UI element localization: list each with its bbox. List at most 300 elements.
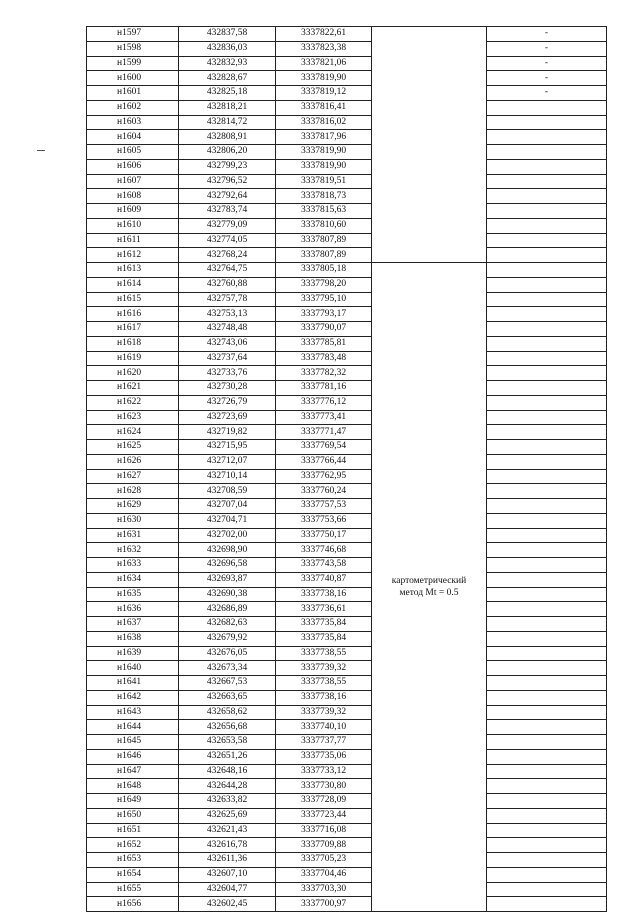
coordinate-x: 432783,74: [179, 204, 276, 219]
table-row: [87, 263, 607, 278]
coordinate-y: 3337740,87: [276, 572, 372, 587]
table-row: [87, 838, 607, 853]
point-number: н1628: [87, 484, 179, 499]
method-label-line2: метод Mt = 0.5: [399, 588, 459, 598]
coordinate-y: 3337819,90: [276, 159, 372, 174]
table-row: [87, 27, 607, 42]
note-cell: [487, 499, 607, 514]
coordinate-x: 432607,10: [179, 867, 276, 882]
coordinate-x: 432686,89: [179, 602, 276, 617]
table-row: [87, 631, 607, 646]
table-row: [87, 440, 607, 455]
coordinate-y: 3337790,07: [276, 322, 372, 337]
coordinate-y: 3337746,68: [276, 543, 372, 558]
coordinate-x: 432779,09: [179, 218, 276, 233]
coordinate-y: 3337735,06: [276, 749, 372, 764]
table-row: [87, 676, 607, 691]
note-cell: [487, 263, 607, 278]
coordinates-table-body: [87, 27, 607, 912]
table-row: [87, 897, 607, 912]
table-row: [87, 56, 607, 71]
coordinate-y: 3337739,32: [276, 705, 372, 720]
coordinate-y: 3337795,10: [276, 292, 372, 307]
table-row: [87, 410, 607, 425]
point-number: н1648: [87, 779, 179, 794]
note-cell: [487, 336, 607, 351]
point-number: н1632: [87, 543, 179, 558]
coordinate-x: 432743,06: [179, 336, 276, 351]
point-number: н1643: [87, 705, 179, 720]
table-row: [87, 189, 607, 204]
coordinate-y: 3337738,16: [276, 690, 372, 705]
coordinate-y: 3337762,95: [276, 469, 372, 484]
coordinate-x: 432825,18: [179, 86, 276, 101]
note-cell: [487, 159, 607, 174]
coordinate-y: 3337822,61: [276, 27, 372, 42]
point-number: н1598: [87, 41, 179, 56]
note-cell: [487, 617, 607, 632]
coordinate-x: 432604,77: [179, 882, 276, 897]
coordinate-x: 432715,95: [179, 440, 276, 455]
method-cell-empty: [372, 27, 487, 263]
point-number: н1615: [87, 292, 179, 307]
coordinate-y: 3337816,02: [276, 115, 372, 130]
coordinate-y: 3337821,06: [276, 56, 372, 71]
point-number: н1609: [87, 204, 179, 219]
coordinate-x: 432837,58: [179, 27, 276, 42]
coordinate-x: 432828,67: [179, 71, 276, 86]
coordinate-y: 3337783,48: [276, 351, 372, 366]
table-row: [87, 71, 607, 86]
method-cell: [372, 263, 487, 912]
point-number: н1619: [87, 351, 179, 366]
method-label-line1: картометрический: [391, 576, 467, 586]
table-row: [87, 499, 607, 514]
coordinate-x: 432814,72: [179, 115, 276, 130]
point-number: н1600: [87, 71, 179, 86]
point-number: н1631: [87, 528, 179, 543]
note-cell: [487, 277, 607, 292]
point-number: н1622: [87, 395, 179, 410]
coordinate-y: 3337776,12: [276, 395, 372, 410]
note-cell: [487, 351, 607, 366]
coordinate-x: 432651,26: [179, 749, 276, 764]
coordinate-y: 3337819,51: [276, 174, 372, 189]
note-cell: [487, 853, 607, 868]
coordinate-y: 3337737,77: [276, 735, 372, 750]
note-cell: [487, 469, 607, 484]
table-row: [87, 661, 607, 676]
table-row: [87, 307, 607, 322]
note-cell: -: [487, 56, 607, 71]
table-row: [87, 322, 607, 337]
coordinate-x: 432616,78: [179, 838, 276, 853]
table-row: [87, 853, 607, 868]
point-number: н1638: [87, 631, 179, 646]
table-row: [87, 233, 607, 248]
note-cell: [487, 794, 607, 809]
note-cell: [487, 631, 607, 646]
coordinate-y: 3337704,46: [276, 867, 372, 882]
point-number: н1655: [87, 882, 179, 897]
coordinate-y: 3337815,63: [276, 204, 372, 219]
point-number: н1647: [87, 764, 179, 779]
coordinate-y: 3337743,58: [276, 558, 372, 573]
coordinate-y: 3337728,09: [276, 794, 372, 809]
note-cell: [487, 218, 607, 233]
table-row: [87, 100, 607, 115]
point-number: н1616: [87, 307, 179, 322]
coordinate-x: 432611,36: [179, 853, 276, 868]
table-row: [87, 543, 607, 558]
table-row: [87, 705, 607, 720]
point-number: н1629: [87, 499, 179, 514]
note-cell: [487, 454, 607, 469]
coordinate-y: 3337723,44: [276, 808, 372, 823]
coordinate-y: 3337740,10: [276, 720, 372, 735]
table-row: [87, 720, 607, 735]
table-row: [87, 469, 607, 484]
note-cell: [487, 558, 607, 573]
table-row: [87, 277, 607, 292]
coordinate-y: 3337819,90: [276, 71, 372, 86]
table-row: [87, 794, 607, 809]
coordinate-y: 3337736,61: [276, 602, 372, 617]
table-row: [87, 115, 607, 130]
coordinate-x: 432676,05: [179, 646, 276, 661]
point-number: н1603: [87, 115, 179, 130]
point-number: н1634: [87, 572, 179, 587]
point-number: н1651: [87, 823, 179, 838]
coordinate-x: 432712,07: [179, 454, 276, 469]
coordinate-x: 432808,91: [179, 130, 276, 145]
note-cell: [487, 366, 607, 381]
coordinate-x: 432621,43: [179, 823, 276, 838]
point-number: н1604: [87, 130, 179, 145]
coordinate-x: 432644,28: [179, 779, 276, 794]
coordinate-x: 432799,23: [179, 159, 276, 174]
coordinate-y: 3337738,16: [276, 587, 372, 602]
table-row: [87, 602, 607, 617]
point-number: н1614: [87, 277, 179, 292]
coordinate-y: 3337793,17: [276, 307, 372, 322]
coordinate-x: 432733,76: [179, 366, 276, 381]
point-number: н1639: [87, 646, 179, 661]
coordinate-x: 432663,65: [179, 690, 276, 705]
table-row: [87, 351, 607, 366]
coordinate-x: 432818,21: [179, 100, 276, 115]
note-cell: [487, 720, 607, 735]
note-cell: [487, 764, 607, 779]
note-cell: [487, 897, 607, 912]
note-cell: [487, 735, 607, 750]
note-cell: [487, 602, 607, 617]
point-number: н1652: [87, 838, 179, 853]
table-row: [87, 454, 607, 469]
note-cell: [487, 233, 607, 248]
point-number: н1599: [87, 56, 179, 71]
coordinate-y: 3337798,20: [276, 277, 372, 292]
table-row: [87, 764, 607, 779]
note-cell: [487, 100, 607, 115]
table-row: [87, 587, 607, 602]
point-number: н1630: [87, 513, 179, 528]
note-cell: [487, 823, 607, 838]
table-row: [87, 779, 607, 794]
coordinate-y: 3337739,32: [276, 661, 372, 676]
table-row: [87, 749, 607, 764]
point-number: н1608: [87, 189, 179, 204]
coordinate-x: 432719,82: [179, 425, 276, 440]
table-row: [87, 690, 607, 705]
coordinate-x: 432806,20: [179, 145, 276, 160]
note-cell: [487, 882, 607, 897]
note-cell: -: [487, 86, 607, 101]
coordinate-y: 3337700,97: [276, 897, 372, 912]
coordinate-y: 3337771,47: [276, 425, 372, 440]
point-number: н1646: [87, 749, 179, 764]
coordinate-y: 3337738,55: [276, 676, 372, 691]
point-number: н1607: [87, 174, 179, 189]
note-cell: [487, 676, 607, 691]
coordinate-x: 432730,28: [179, 381, 276, 396]
coordinate-y: 3337753,66: [276, 513, 372, 528]
note-cell: [487, 174, 607, 189]
point-number: н1641: [87, 676, 179, 691]
point-number: н1623: [87, 410, 179, 425]
coordinate-y: 3337819,12: [276, 86, 372, 101]
note-cell: [487, 779, 607, 794]
note-cell: [487, 130, 607, 145]
note-cell: [487, 572, 607, 587]
note-cell: [487, 646, 607, 661]
coordinate-y: 3337738,55: [276, 646, 372, 661]
point-number: н1654: [87, 867, 179, 882]
point-number: н1627: [87, 469, 179, 484]
coordinate-y: 3337823,38: [276, 41, 372, 56]
note-cell: [487, 749, 607, 764]
point-number: н1644: [87, 720, 179, 735]
note-cell: [487, 145, 607, 160]
coordinate-x: 432633,82: [179, 794, 276, 809]
table-row: [87, 735, 607, 750]
coordinate-y: 3337730,80: [276, 779, 372, 794]
note-cell: [487, 189, 607, 204]
note-cell: [487, 661, 607, 676]
table-row: [87, 617, 607, 632]
note-cell: [487, 381, 607, 396]
coordinate-x: 432704,71: [179, 513, 276, 528]
table-row: [87, 395, 607, 410]
note-cell: [487, 528, 607, 543]
note-cell: [487, 705, 607, 720]
point-number: н1640: [87, 661, 179, 676]
table-row: [87, 808, 607, 823]
coordinate-y: 3337781,16: [276, 381, 372, 396]
coordinate-x: 432625,69: [179, 808, 276, 823]
coordinate-y: 3337757,53: [276, 499, 372, 514]
table-row: [87, 366, 607, 381]
coordinate-y: 3337773,41: [276, 410, 372, 425]
note-cell: [487, 322, 607, 337]
coordinate-y: 3337782,32: [276, 366, 372, 381]
coordinate-x: 432698,90: [179, 543, 276, 558]
coordinate-x: 432708,59: [179, 484, 276, 499]
coordinate-x: 432737,64: [179, 351, 276, 366]
table-row: [87, 204, 607, 219]
note-cell: [487, 543, 607, 558]
note-cell: [487, 307, 607, 322]
coordinate-x: 432723,69: [179, 410, 276, 425]
coordinate-y: 3337716,08: [276, 823, 372, 838]
coordinate-y: 3337705,23: [276, 853, 372, 868]
coordinates-table: [86, 26, 607, 912]
coordinate-y: 3337766,44: [276, 454, 372, 469]
margin-tick: [37, 150, 45, 151]
point-number: н1650: [87, 808, 179, 823]
point-number: н1611: [87, 233, 179, 248]
table-row: [87, 159, 607, 174]
point-number: н1656: [87, 897, 179, 912]
coordinate-x: 432832,93: [179, 56, 276, 71]
coordinate-x: 432656,68: [179, 720, 276, 735]
coordinate-x: 432702,00: [179, 528, 276, 543]
coordinate-y: 3337709,88: [276, 838, 372, 853]
coordinate-y: 3337810,60: [276, 218, 372, 233]
coordinate-x: 432768,24: [179, 248, 276, 263]
coordinate-y: 3337769,54: [276, 440, 372, 455]
coordinate-x: 432667,53: [179, 676, 276, 691]
coordinate-x: 432753,13: [179, 307, 276, 322]
coordinate-x: 432748,48: [179, 322, 276, 337]
coordinate-x: 432710,14: [179, 469, 276, 484]
table-row: [87, 41, 607, 56]
note-cell: -: [487, 41, 607, 56]
coordinate-x: 432693,87: [179, 572, 276, 587]
coordinate-x: 432682,63: [179, 617, 276, 632]
coordinate-x: 432653,58: [179, 735, 276, 750]
point-number: н1636: [87, 602, 179, 617]
point-number: н1621: [87, 381, 179, 396]
note-cell: [487, 440, 607, 455]
table-row: [87, 528, 607, 543]
point-number: н1624: [87, 425, 179, 440]
coordinate-x: 432796,52: [179, 174, 276, 189]
note-cell: [487, 587, 607, 602]
coordinate-y: 3337760,24: [276, 484, 372, 499]
table-row: [87, 145, 607, 160]
coordinate-x: 432696,58: [179, 558, 276, 573]
table-row: [87, 174, 607, 189]
note-cell: [487, 484, 607, 499]
table-row: [87, 823, 607, 838]
coordinate-x: 432757,78: [179, 292, 276, 307]
coordinate-y: 3337807,89: [276, 248, 372, 263]
point-number: н1617: [87, 322, 179, 337]
point-number: н1612: [87, 248, 179, 263]
table-row: [87, 558, 607, 573]
coordinate-y: 3337805,18: [276, 263, 372, 278]
note-cell: [487, 690, 607, 705]
note-cell: -: [487, 71, 607, 86]
table-row: [87, 292, 607, 307]
coordinate-x: 432602,45: [179, 897, 276, 912]
coordinate-x: 432648,16: [179, 764, 276, 779]
point-number: н1606: [87, 159, 179, 174]
note-cell: [487, 292, 607, 307]
note-cell: [487, 425, 607, 440]
point-number: н1653: [87, 853, 179, 868]
table-row: [87, 882, 607, 897]
coordinate-y: 3337818,73: [276, 189, 372, 204]
table-row: [87, 381, 607, 396]
point-number: н1626: [87, 454, 179, 469]
table-row: [87, 484, 607, 499]
table-row: [87, 425, 607, 440]
coordinate-x: 432836,03: [179, 41, 276, 56]
coordinate-y: 3337750,17: [276, 528, 372, 543]
table-row: [87, 248, 607, 263]
coordinate-x: 432764,75: [179, 263, 276, 278]
coordinate-x: 432774,05: [179, 233, 276, 248]
point-number: н1620: [87, 366, 179, 381]
coordinate-x: 432679,92: [179, 631, 276, 646]
table-row: [87, 646, 607, 661]
point-number: н1610: [87, 218, 179, 233]
note-cell: [487, 395, 607, 410]
coordinate-y: 3337785,81: [276, 336, 372, 351]
point-number: н1601: [87, 86, 179, 101]
note-cell: [487, 204, 607, 219]
table-row: [87, 218, 607, 233]
coordinate-x: 432658,62: [179, 705, 276, 720]
table-row: [87, 513, 607, 528]
note-cell: [487, 410, 607, 425]
coordinate-y: 3337817,96: [276, 130, 372, 145]
coordinate-y: 3337807,89: [276, 233, 372, 248]
table-row: [87, 867, 607, 882]
note-cell: [487, 867, 607, 882]
point-number: н1633: [87, 558, 179, 573]
point-number: н1602: [87, 100, 179, 115]
coordinate-y: 3337816,41: [276, 100, 372, 115]
note-cell: [487, 115, 607, 130]
note-cell: [487, 248, 607, 263]
coordinate-y: 3337733,12: [276, 764, 372, 779]
point-number: н1642: [87, 690, 179, 705]
note-cell: [487, 838, 607, 853]
point-number: н1605: [87, 145, 179, 160]
coordinate-x: 432690,38: [179, 587, 276, 602]
coordinate-x: 432792,64: [179, 189, 276, 204]
point-number: н1649: [87, 794, 179, 809]
point-number: н1645: [87, 735, 179, 750]
point-number: н1625: [87, 440, 179, 455]
table-row: [87, 86, 607, 101]
coordinate-x: 432726,79: [179, 395, 276, 410]
note-cell: [487, 808, 607, 823]
coordinate-y: 3337735,84: [276, 617, 372, 632]
coordinate-y: 3337703,30: [276, 882, 372, 897]
point-number: н1597: [87, 27, 179, 42]
note-cell: -: [487, 27, 607, 42]
coordinate-y: 3337735,84: [276, 631, 372, 646]
table-row: [87, 336, 607, 351]
point-number: н1635: [87, 587, 179, 602]
coordinate-y: 3337819,90: [276, 145, 372, 160]
coordinate-x: 432707,04: [179, 499, 276, 514]
table-row: [87, 130, 607, 145]
